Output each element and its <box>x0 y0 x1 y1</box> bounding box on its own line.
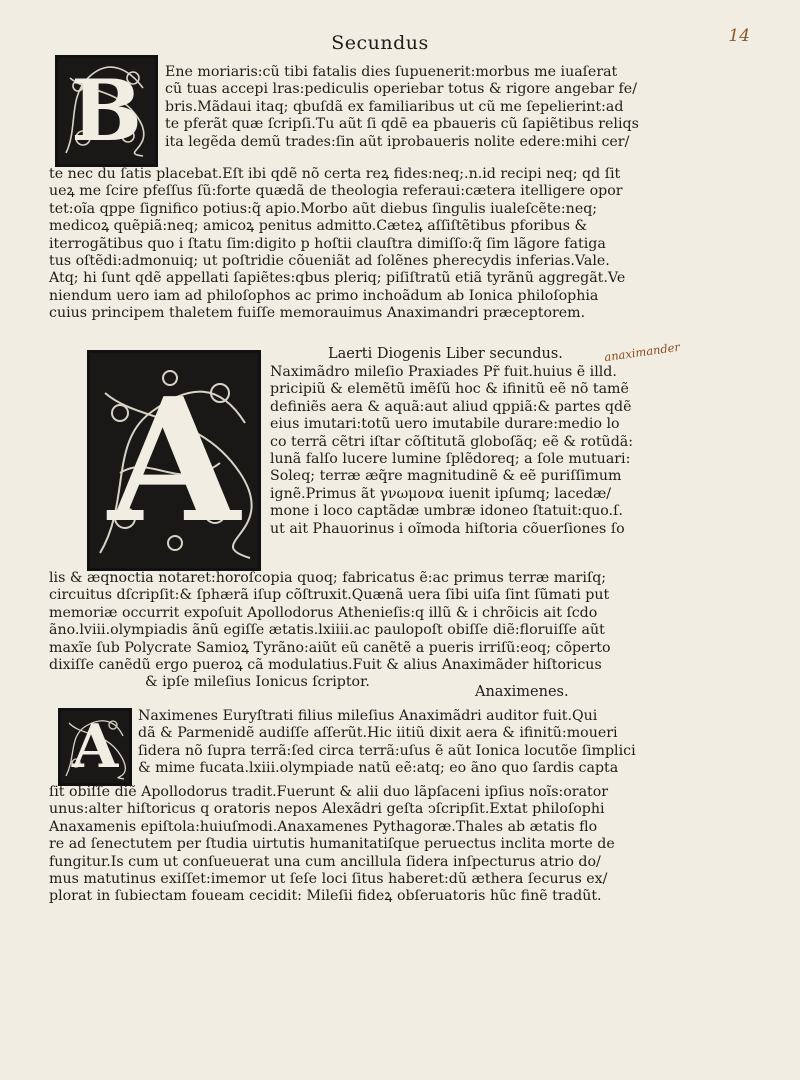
text-line: ut ait Phauorinus i oĩmoda hiſtoria cõuerſiones ſo <box>270 520 625 537</box>
text-line: pricipiũ & elemẽtũ imẽſũ hoc & ifinitũ eẽ nõ tamẽ <box>270 381 629 398</box>
text-line: mone i loco captãdæ umbræ idoneo ſtatuit:quo.ſ. <box>270 503 623 520</box>
initial-letter-b: B <box>71 61 142 160</box>
text-line: ſit obiſſe diẽ Apollodorus tradit.Fuerunt & alii duo lãpſaceni ipſius noĩs:orator <box>49 784 609 800</box>
initial-b-woodcut <box>55 55 158 167</box>
text-line: definiẽs aera & aquã:aut aliud qppiã:& partes qdẽ <box>270 398 632 415</box>
text-line: & mime fucata.lxiii.olympiade natũ eẽ:atq; eo ãno quo ſardis capta <box>138 760 619 777</box>
text-line: lis & æqnoctia notaret:horoſcopia quoq; fabricatus ẽ:ac primus terræ mariſq; <box>49 570 607 586</box>
running-head: Secundus <box>331 32 429 54</box>
text-line: tus oſtẽdi:admonuiq; ut poſtridie cõueniãt ad ſolẽnes pherecydis inferias.Vale. <box>49 252 610 269</box>
text-line: plorat in ſubiectam foueam cecidit: Mileſii fideꝝ obſeruatoris hũc finẽ tradũt. <box>49 888 602 905</box>
text-block-6 <box>49 784 669 906</box>
text-line: co terrã cẽtri iſtar cõſtitutã globoſãq; eẽ & rotũdã: <box>270 433 634 450</box>
text-block-1 <box>165 64 675 151</box>
initial-a-small-woodcut <box>58 708 132 786</box>
initial-a-woodcut <box>87 350 261 571</box>
text-block-5 <box>138 708 678 778</box>
text-line: medicoꝝ quẽpiã:neq; amicoꝝ penitus admitto.Cæteꝝ aſſiſtẽtibus pforibus & <box>49 218 588 235</box>
text-line: Ene moriaris:cũ tibi fatalis dies ſupuenerit:morbus me iuaſerat <box>165 64 618 80</box>
text-line: unus:alter hiſtoricus q oratoris nepos Alexãdri geſta ↄſcripſit.Extat philoſophi <box>49 801 605 818</box>
text-line: cũ tuas accepi lras:pediculis operiebar totus & rigore angebar fe/ <box>165 81 637 98</box>
text-line: maxĩe ſub Polycrate Samioꝝ Tyrãno:aiũt eũ canẽtẽ a pueris irriſũ:eoq; cõperto <box>49 639 611 656</box>
text-line: circuitus dſcripſit:& ſphærã iſup cõſtruxit.Quænã uera ſibi uiſa ſint ſũmati put <box>49 587 610 604</box>
text-line: bris.Mãdaui itaq; qbuſdã ex familiaribus ut cũ me ſepelierint:ad <box>165 98 624 115</box>
text-line: ignẽ.Primus ãt γνωμονα iuenit ipſumq; lacedæ/ <box>270 485 612 502</box>
text-line: Naximãdro mileſio Praxiades Pr̃ fuit.huius ẽ illd. <box>270 364 617 380</box>
text-line: & ipſe mileſius Ionicus ſcriptor. <box>145 674 370 691</box>
text-line: ãno.lviii.olympiadis ãnũ egiſſe ætatis.lxiiii.ac paulopoſt obiſſe diẽ:floruiſſe aũt <box>49 622 605 639</box>
folio-number: 14 <box>728 26 750 46</box>
text-line: fungitur.Is cum ut conſueuerat una cum ancillula ſidera inſpecturus atrio do/ <box>49 853 601 870</box>
text-line: Naximenes Euryſtrati filius mileſius Anaximãdri auditor fuit.Qui <box>138 708 598 724</box>
text-line: ita legẽda demũ trades:ſin aũt iprobaueris nolite edere:mihi cer/ <box>165 133 630 150</box>
margin-annotation: anaximander <box>603 339 681 365</box>
text-line: niendum uero iam ad philoſophos ac primo inchoãdum ab Ionica philoſophia <box>49 287 599 304</box>
text-block-4 <box>49 570 669 692</box>
initial-letter-a: A <box>108 360 240 561</box>
text-line: re ad ſenectutem per ſtudia uirtutis humanitatiſque peruectus inclita morte de <box>49 836 615 853</box>
text-line: eius imutari:totũ uero imutabile durare:medio lo <box>270 416 620 433</box>
text-line: iterrogãtibus quo i ſtatu ſim:digito p hoſtii clauſtra dimiſſo:q̃ ſim lãgore fatiga <box>49 235 606 252</box>
text-line: ſidera nõ ſupra terrã:ſed circa terrã:uſus ẽ aũt Ionica locutõe ſimplici <box>138 742 636 759</box>
text-line: dã & Parmenidẽ audiſſe aſſerũt.Hic iitiũ dixit aera & ifinitũ:moueri <box>138 725 618 742</box>
section-heading-anaximenes: Anaximenes. <box>475 684 569 700</box>
text-line: tet:oĩa qppe ſignifico potius:q̃ apio.Morbo aũt diebus ſingulis iualeſcẽte:neq; <box>49 200 598 217</box>
text-line: te nec du ſatis placebat.Eſt ibi qdẽ nõ certa reꝝ fides:neq;.n.id recipi neq; qd ſit <box>49 166 621 182</box>
text-line: ueꝝ me ſcire pfeſſus ſũ:forte quædã de theologia referaui:cætera itelligere opor <box>49 183 623 200</box>
text-block-2 <box>49 166 669 323</box>
text-line: Atq; hi ſunt qdẽ appellati ſapiẽtes:qbus pleriq; piſiſtratũ etiã tyrãnũ aggregãt.Ve <box>49 270 626 287</box>
text-block-3 <box>270 364 670 538</box>
text-line: dixiſſe canẽdũ ergo pueroꝝ cã modulatius.Fuit & alius Anaximãder hiſtoricus <box>49 656 602 673</box>
text-line: memoriæ occurrit expoſuit Apollodorus Athenieſis:q illũ & i chrõicis ait ſcdo <box>49 604 598 621</box>
text-line: te pferãt quæ ſcripſi.Tu aũt ſi qdē ea pbaueris cũ ſapiẽtibus reliqs <box>165 116 639 133</box>
text-line: Soleq; terræ æq̃re magnitudinẽ & eẽ puriſſimum <box>270 468 622 485</box>
text-line: lunã falſo lucere lumine ſplẽdoreq; a ſole mutuari: <box>270 450 631 467</box>
text-line: cuius principem thaletem fuiſſe memorauimus Anaximandri præceptorem. <box>49 305 586 322</box>
text-line: Anaxamenis epiſtola:huiuſmodi.Anaxamenes Pythagoræ.Thales ab ætatis flo <box>49 818 598 835</box>
initial-letter-a-small: A <box>71 712 119 782</box>
text-line: mus matutinus exiſſet:imemor ut ſeſe loci ſitus haberet:dũ æthera ſecurus ex/ <box>49 870 608 887</box>
section-heading-laertius: Laerti Diogenis Liber secundus. <box>328 346 563 362</box>
